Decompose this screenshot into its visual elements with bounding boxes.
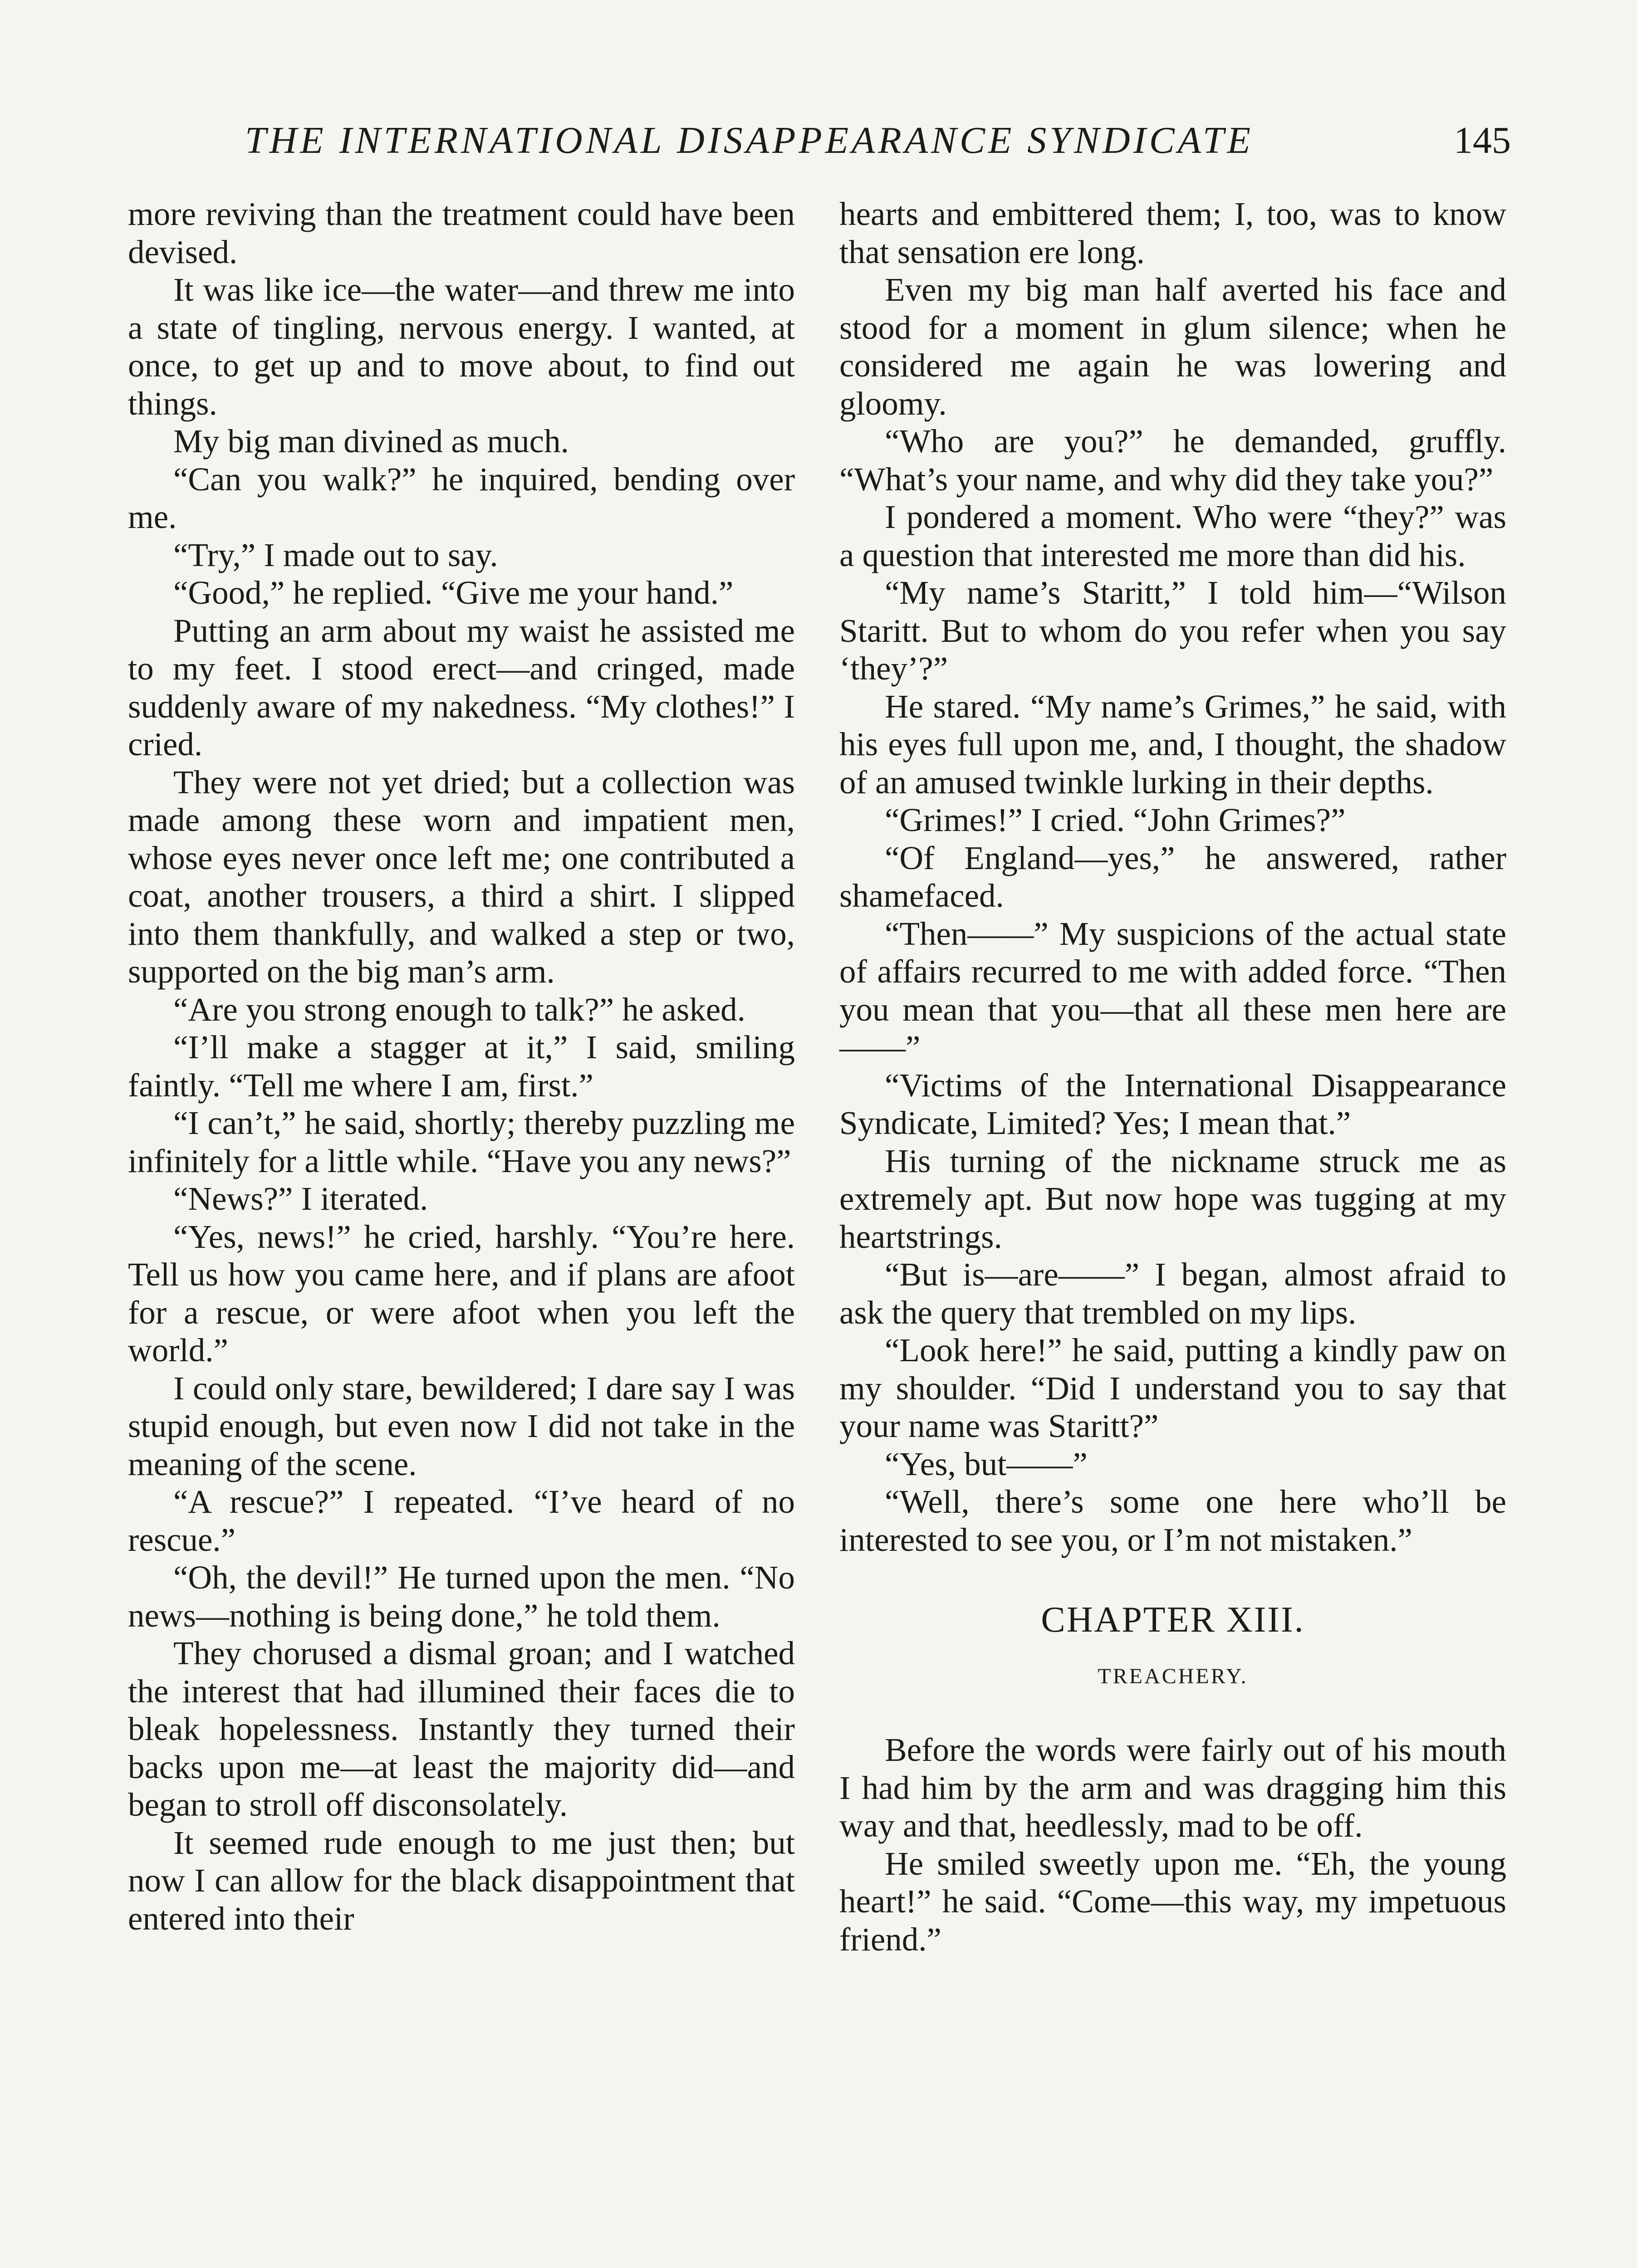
paragraph: “I can’t,” he said, shortly; thereby puzzling me infinitely for a little while. “Have you any news?” (128, 1105, 795, 1179)
paragraph: “Then——” My suspicions of the actual state of affairs recurred to me with added force. “Then you mean that you—that all these men here are ——” (839, 915, 1506, 1066)
paragraph: “Oh, the devil!” He turned upon the men. “No news—nothing is being done,” he told them. (128, 1559, 795, 1634)
page-number: 145 (1454, 119, 1511, 161)
paragraph: “Grimes!” I cried. “John Grimes?” (885, 802, 1346, 838)
paragraph: “Yes, news!” he cried, harshly. “You’re here. Tell us how you came here, and if plans are afoot for a rescue, or were afoot when you left the world.” (128, 1218, 795, 1369)
paragraph: “But is—are——” I began, almost afraid to ask the query that trembled on my lips. (839, 1256, 1506, 1331)
paragraph: I pondered a moment. Who were “they?” was a question that interested me more than did his. (839, 499, 1506, 573)
chapter-title: CHAPTER XIII. (1041, 1600, 1305, 1640)
paragraph: It was like ice—the water—and threw me into a state of tingling, nervous energy. I wanted, at once, to get up and to move about, to find out things. (128, 271, 795, 422)
left-column (128, 195, 795, 1937)
paragraph: “Can you walk?” he inquired, bending over me. (128, 460, 795, 535)
paragraph: “Victims of the International Disappearance Syndicate, Limited? Yes; I mean that.” (839, 1066, 1506, 1141)
paragraph: “Look here!” he said, putting a kindly paw on my shoulder. “Did I understand you to say that your name was Staritt?” (839, 1332, 1506, 1444)
paragraph: “My name’s Staritt,” I told him—“Wilson Staritt. But to whom do you refer when you say ‘they’?” (839, 574, 1506, 687)
paragraph: It seemed rude enough to me just then; but now I can allow for the black disappointment that entered into their (128, 1824, 795, 1937)
paragraph: “Yes, but——” (885, 1445, 1088, 1482)
paragraph: “Of England—yes,” he answered, rather shamefaced. (839, 839, 1506, 914)
paragraph: “Are you strong enough to talk?” he asked. (173, 991, 745, 1028)
paragraph: “Who are you?” he demanded, gruffly. “What’s your name, and why did they take you?” (839, 423, 1506, 498)
paragraph: His turning of the nickname struck me as extremely apt. But now hope was tugging at my heartstrings. (839, 1142, 1506, 1255)
paragraph: They were not yet dried; but a collection was made among these worn and impatient men, whose eyes never once left me; one contributed a coat, another trousers, a third a shirt. I slipped into them thankfully, and walked a step or two, supported on the big man’s arm. (128, 763, 795, 990)
paragraph: Putting an arm about my waist he assisted me to my feet. I stood erect—and cringed, made suddenly aware of my nakedness. “My clothes!” I cried. (128, 612, 795, 763)
paragraph: He smiled sweetly upon me. “Eh, the young heart!” he said. “Come—this way, my impetuous friend.” (839, 1845, 1506, 1958)
paragraph: “A rescue?” I repeated. “I’ve heard of no rescue.” (128, 1483, 795, 1558)
paragraph: Even my big man half averted his face and stood for a moment in glum silence; when he considered me again he was lowering and gloomy. (839, 271, 1506, 422)
paragraph: “Good,” he replied. “Give me your hand.” (173, 574, 734, 611)
paragraph: hearts and embittered them; I, too, was to know that sensation ere long. (839, 196, 1506, 270)
paragraph: I could only stare, bewildered; I dare say I was stupid enough, but even now I did not take in the meaning of the scene. (128, 1369, 795, 1482)
paragraph: “Try,” I made out to say. (173, 536, 498, 573)
paragraph: My big man divined as much. (173, 423, 569, 459)
right-column (839, 195, 1506, 1958)
running-title: THE INTERNATIONAL DISAPPEARANCE SYNDICATE (245, 119, 1254, 161)
paragraph: They chorused a dismal groan; and I watched the interest that had illumined their faces die to bleak hopelessness. Instantly they turned their backs upon me—at least the majority did—and began to stroll off disconsolately. (128, 1635, 795, 1823)
paragraph: He stared. “My name’s Grimes,” he said, with his eyes full upon me, and, I thought, the shadow of an amused twinkle lurking in their depths. (839, 688, 1506, 801)
paragraph: “News?” I iterated. (173, 1180, 428, 1217)
paragraph: “I’ll make a stagger at it,” I said, smiling faintly. “Tell me where I am, first.” (128, 1029, 795, 1104)
paragraph: more reviving than the treatment could have been devised. (128, 196, 795, 270)
running-header (127, 113, 1511, 168)
chapter-subtitle: TREACHERY. (1098, 1664, 1248, 1688)
paragraph: “Well, there’s some one here who’ll be interested to see you, or I’m not mistaken.” (839, 1483, 1506, 1558)
paragraph: Before the words were fairly out of his mouth I had him by the arm and was dragging him this way and that, heedlessly, mad to be off. (839, 1731, 1506, 1844)
